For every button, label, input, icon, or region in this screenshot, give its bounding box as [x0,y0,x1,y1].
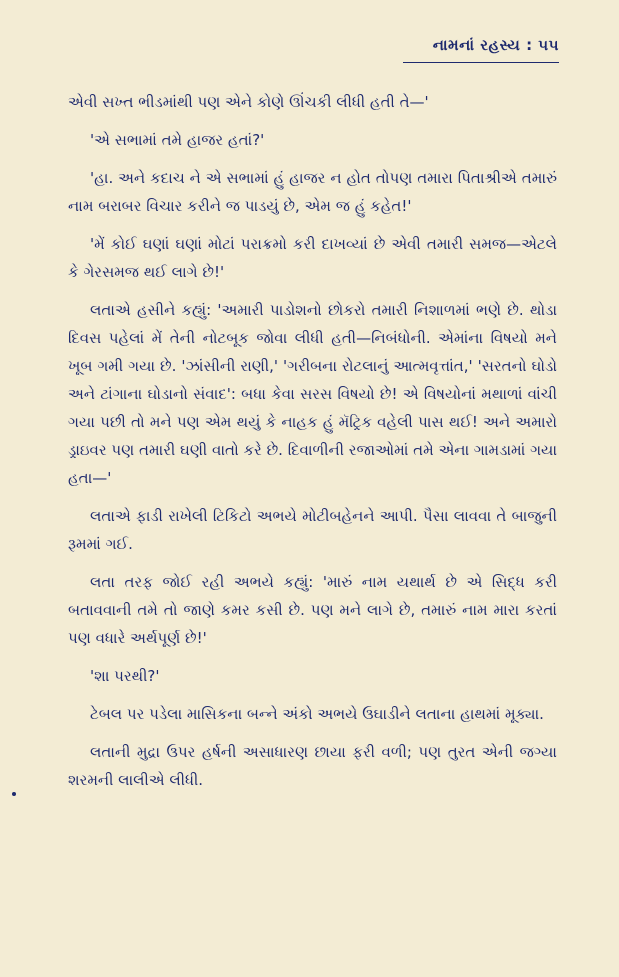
margin-mark [12,792,16,796]
running-head: નામનાં રહસ્ય : ૫૫ [432,36,559,54]
paragraph: 'એ સભામાં તમે હાજર હતાં?' [90,131,265,149]
paragraph: 'શા પરથી?' [90,667,160,685]
paragraph: એવી સખ્ત ભીડમાંથી પણ એને કોણે ઊંચકી લીધી હતી તે—' [68,93,429,111]
body-text [68,0,557,794]
paragraph: ટેબલ પર પડેલા માસિકના બન્ને અંકો અભયે ઉઘાડીને લતાના હાથમાં મૂક્યા. [90,705,544,723]
paragraph: લતાએ ફાડી રાખેલી ટિકિટો અભયે મોટીબહેનને આપી. પૈસા લાવવા તે બાજુની રૂમમાં ગઈ. [68,507,557,553]
paragraph: લતાએ હસીને કહ્યું: 'અમારી પાડોશનો છોકરો તમારી નિશાળમાં ભણે છે. થોડા દિવસ પહેલાં મેં તેની નોટબૂક જોવા લીધી હતી—નિબંધોની. એમાંના વિષયો મને ખૂબ ગમી ગયા છે. 'ઝાંસીની રાણી,' 'ગરીબના રોટલાનું આત્મવૃત્તાંત,' 'સરતનો ઘોડો અને ટાંગાના ઘોડાનો સંવાદ': બધા કેવા સરસ વિષયો છે! એ વિષયોનાં મથાળાં વાંચી ગયા પછી તો મને પણ એમ થયું કે નાહક હું મૅટ્રિક વહેલી પાસ થઈ! અને અમારો ડ્રાઇવર પણ તમારી ઘણી વાતો કરે છે. દિવાળીની રજાઓમાં તમે એના ગામડામાં ગયા હતા—' [68,301,557,487]
header-rule [403,62,559,63]
paragraph: 'મેં કોઈ ઘણાં ઘણાં મોટાં પરાક્રમો કરી દાખવ્યાં છે એવી તમારી સમજ—એટલે કે ગેરસમજ થઈ લાગે છે!' [68,235,557,281]
paragraph: લતા તરફ જોઈ રહી અભયે કહ્યું: 'મારું નામ યથાર્થ છે એ સિદ્ધ કરી બતાવવાની તમે તો જાણે કમર કસી છે. પણ મને લાગે છે, તમારું નામ મારા કરતાં પણ વધારે અર્થપૂર્ણ છે!' [68,573,557,647]
paragraph: 'હા. અને કદાચ ને એ સભામાં હું હાજર ન હોત તોપણ તમારા પિતાશ્રીએ તમારું નામ બરાબર વિચાર કરીને જ પાડયું છે, એમ જ હું કહેત!' [68,169,557,215]
paragraph: લતાની મુદ્રા ઉપર હર્ષની અસાધારણ છાયા ફરી વળી; પણ તુરત એની જગ્યા શરમની લાલીએ લીધી. [68,743,557,789]
